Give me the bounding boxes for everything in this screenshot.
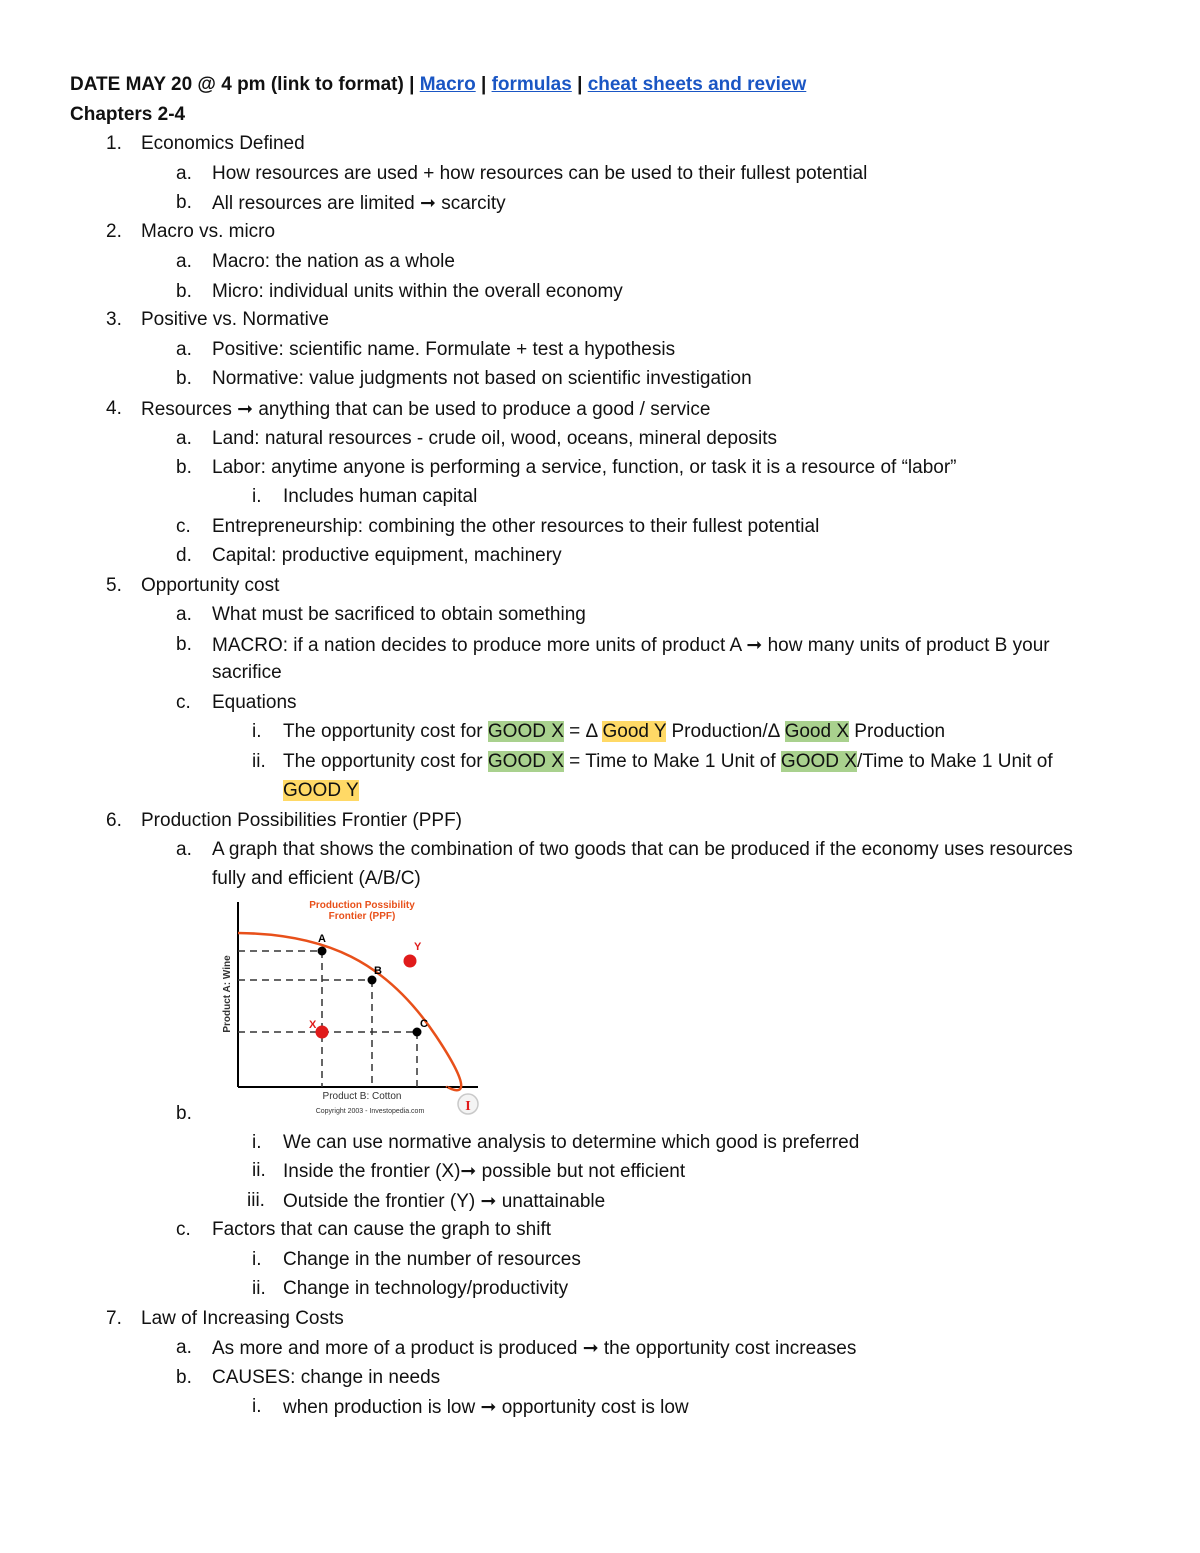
list-item: We can use normative analysis to determine which good is preferred (283, 1132, 860, 1153)
equation-text: Production (849, 721, 946, 742)
date-text: DATE MAY 20 @ 4 pm (link to format) (70, 74, 404, 95)
list-item: Factors that can cause the graph to shift (212, 1219, 552, 1240)
list-item: Positive: scientific name. Formulate + test a hypothesis (212, 339, 676, 360)
right-arrow-icon: ➞ (420, 192, 436, 214)
list-item: Capital: productive equipment, machinery (212, 545, 562, 566)
point-x (316, 1026, 329, 1039)
list-item-continuation: fully and efficient (A/B/C) (212, 868, 421, 889)
separator: | (571, 74, 588, 95)
list-marker: b. (176, 281, 192, 302)
list-number: 4. (106, 398, 122, 419)
list-marker: i. (252, 486, 262, 507)
list-marker: a. (176, 428, 192, 449)
section-title: Production Possibilities Frontier (PPF) (141, 810, 462, 831)
list-marker: a. (176, 604, 192, 625)
list-marker: i. (252, 721, 262, 742)
right-arrow-icon: ➞ (582, 1337, 599, 1359)
list-item (212, 1336, 856, 1361)
list-marker: i. (252, 1249, 262, 1270)
copyright-text: Copyright 2003 - Investopedia.com (315, 1108, 425, 1115)
list-marker: b. (176, 192, 192, 213)
equation-text: The opportunity cost for (283, 721, 488, 742)
list-item (212, 633, 1050, 658)
curve-label: Frontier (PPF) (328, 911, 396, 922)
list-item-text: the opportunity cost increases (603, 1338, 857, 1359)
good-y-highlight: Good Y (602, 721, 667, 742)
list-item: Land: natural resources - crude oil, wood, oceans, mineral deposits (212, 428, 778, 449)
right-arrow-icon: ➞ (237, 398, 254, 420)
good-x-highlight: Good X (784, 721, 849, 742)
list-item: Normative: value judgments not based on scientific investigation (212, 368, 752, 389)
right-arrow-icon: ➞ (460, 1160, 477, 1182)
guide-lines (238, 951, 417, 1087)
list-marker: a. (176, 1337, 192, 1358)
separator: | (403, 74, 420, 95)
list-marker: b. (176, 368, 192, 389)
point-c-label: C (420, 1018, 428, 1030)
list-item-text: As more and more of a product is produced (212, 1338, 578, 1359)
list-marker: a. (176, 163, 192, 184)
ppf-graph (206, 896, 496, 1120)
list-marker: b. (176, 1103, 192, 1124)
list-marker: a. (176, 839, 192, 860)
right-arrow-icon: ➞ (480, 1396, 497, 1418)
list-item: Labor: anytime anyone is performing a service, function, or task it is a resource of “labor” (212, 457, 957, 478)
list-item-text: unattainable (501, 1191, 606, 1212)
list-item-text: Inside the frontier (X) (283, 1161, 461, 1182)
list-marker: ii. (252, 751, 266, 772)
list-marker: d. (176, 545, 192, 566)
equation-text: Production/Δ (666, 721, 785, 742)
list-item-text: when production is low (283, 1397, 476, 1418)
ppf-curve (238, 933, 461, 1090)
point-a-label: A (318, 933, 326, 945)
y-axis-label: Product A: Wine (222, 955, 233, 1033)
right-arrow-icon: ➞ (480, 1190, 497, 1212)
logo-letter: I (465, 1099, 471, 1114)
equation-1 (283, 720, 945, 744)
point-b-label: B (374, 965, 382, 977)
section-title-text: Resources (141, 399, 232, 420)
list-item: Entrepreneurship: combining the other resources to their fullest potential (212, 516, 820, 537)
good-x-highlight: GOOD X (487, 751, 564, 772)
list-number: 1. (106, 133, 122, 154)
list-item-text: scarcity (441, 193, 506, 214)
separator: | (475, 74, 492, 95)
list-item-text: possible but not efficient (481, 1161, 686, 1182)
section-title: Opportunity cost (141, 575, 280, 596)
list-item (283, 1189, 605, 1214)
section-title: Law of Increasing Costs (141, 1308, 344, 1329)
list-number: 6. (106, 810, 122, 831)
chapters-heading: Chapters 2-4 (70, 104, 186, 125)
cheat-sheets-link[interactable]: cheat sheets and review (587, 74, 807, 95)
list-marker: c. (176, 1219, 191, 1240)
section-title-text: anything that can be used to produce a good / service (258, 399, 711, 420)
point-y-label: Y (414, 941, 422, 953)
list-item-text: Outside the frontier (Y) (283, 1191, 476, 1212)
section-title (141, 397, 710, 422)
equation-text: = Time to Make 1 Unit of (563, 751, 781, 772)
list-marker: ii. (252, 1160, 266, 1181)
list-marker: i. (252, 1132, 262, 1153)
list-marker: b. (176, 634, 192, 655)
list-item: What must be sacrificed to obtain something (212, 604, 586, 625)
equation-text: = Δ (563, 721, 603, 742)
list-item-text: how many units of product B your (767, 635, 1050, 656)
section-title: Positive vs. Normative (141, 309, 329, 330)
right-arrow-icon: ➞ (746, 634, 763, 656)
list-item (283, 1159, 685, 1184)
section-title: Macro vs. micro (141, 221, 276, 242)
list-marker: b. (176, 457, 192, 478)
list-item: CAUSES: change in needs (212, 1367, 441, 1388)
curve-label: Production Possibility (309, 900, 415, 911)
list-marker: a. (176, 251, 192, 272)
point-a (318, 947, 327, 956)
list-marker: ii. (252, 1278, 266, 1299)
list-marker: b. (176, 1367, 192, 1388)
list-item-text: opportunity cost is low (501, 1397, 689, 1418)
good-x-highlight: GOOD X (487, 721, 564, 742)
header-line (70, 73, 806, 97)
list-item: Equations (212, 692, 297, 713)
equation-2-continuation (283, 779, 359, 803)
formulas-link[interactable]: formulas (491, 74, 572, 95)
good-y-highlight: GOOD Y (283, 780, 359, 801)
list-item-text: All resources are limited (212, 193, 415, 214)
list-marker: c. (176, 516, 191, 537)
good-x-highlight: GOOD X (780, 751, 857, 772)
list-item: How resources are used + how resources can be used to their fullest potential (212, 163, 868, 184)
list-item (283, 1395, 689, 1420)
equation-text: The opportunity cost for (283, 751, 488, 772)
list-number: 7. (106, 1308, 122, 1329)
list-marker: iii. (247, 1190, 265, 1211)
equation-text: /Time to Make 1 Unit of (856, 751, 1053, 772)
list-number: 3. (106, 309, 122, 330)
list-item: Macro: the nation as a whole (212, 251, 455, 272)
list-number: 5. (106, 575, 122, 596)
list-marker: i. (252, 1396, 262, 1417)
x-axis-label: Product B: Cotton (322, 1091, 402, 1102)
list-item: Change in the number of resources (283, 1249, 581, 1270)
list-item: Micro: individual units within the overall economy (212, 281, 623, 302)
equation-2 (283, 750, 1053, 774)
list-item: Change in technology/productivity (283, 1278, 569, 1299)
list-item: A graph that shows the combination of two goods that can be produced if the economy uses resources (212, 839, 1073, 860)
point-x-label: X (309, 1019, 317, 1031)
list-marker: a. (176, 339, 192, 360)
section-title: Economics Defined (141, 133, 305, 154)
list-item: Includes human capital (283, 486, 478, 507)
list-item-continuation: sacrifice (212, 662, 282, 683)
list-marker: c. (176, 692, 191, 713)
list-number: 2. (106, 221, 122, 242)
macro-link[interactable]: Macro (419, 74, 476, 95)
list-item-text: MACRO: if a nation decides to produce more units of product A (212, 635, 742, 656)
point-y (404, 955, 417, 968)
list-item (212, 191, 506, 216)
